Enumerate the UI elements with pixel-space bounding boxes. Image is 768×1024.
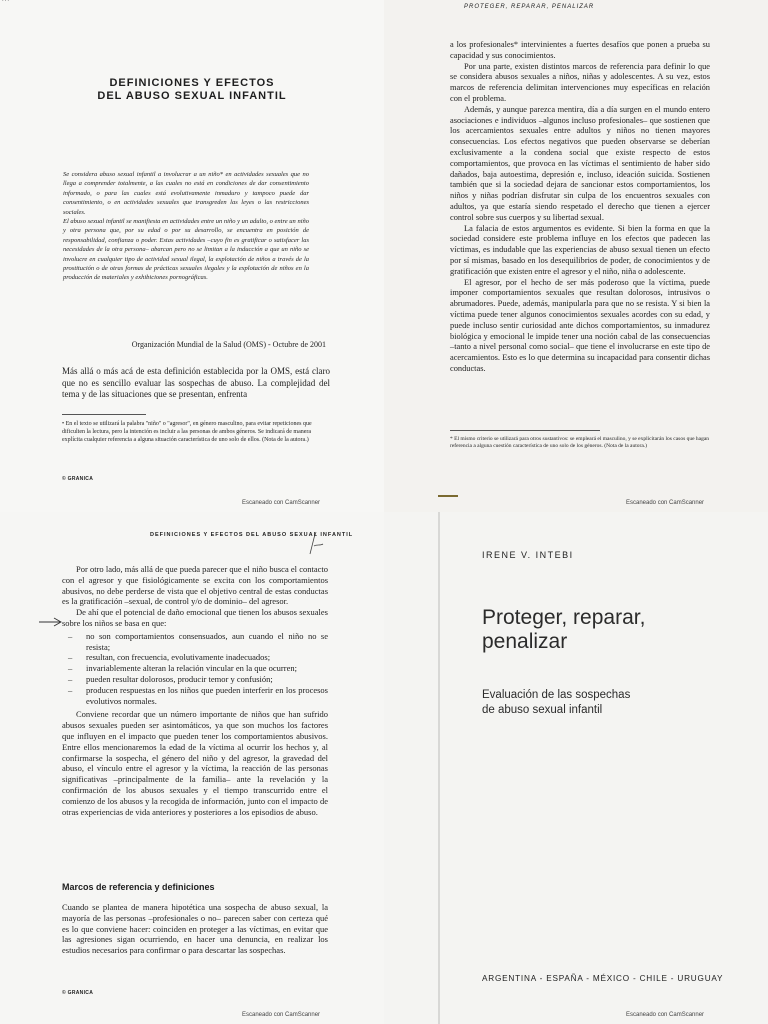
paragraph: Por una parte, existen distintos marcos de referencia para definir lo que se considera abusos sexuales a niños, niñas y adolescentes. A su vez, estos marcos de referencia delimitan intervenciones muy específicas en relación con el problema. (450, 61, 710, 103)
page-3 (0, 512, 384, 1024)
camscanner-watermark: Escaneado con CamScanner (626, 500, 705, 506)
paragraph: De ahí que el potencial de daño emocional que tienen los abusos sexuales sobre los niños se basa en que: (62, 607, 328, 628)
footnote-rule (450, 430, 600, 431)
list-item: – pueden resultar dolorosos, producir temor y confusión; (86, 674, 328, 685)
corner-mark: ... (2, 0, 11, 3)
granica-logo: © GRANICA (62, 476, 94, 482)
page-edge-line (438, 512, 440, 1024)
page-1-footnote: • En el texto se utilizará la palabra "niño" o "agresor", en género masculino, para evitar repeticiones que dificulten la lectura, pero la intención es incluir a las personas de ambos géneros. Se indicará de manera explícita cualquier referencia a alguna situación característica de uno solo de ellos. (Nota de la autora.) (62, 421, 312, 443)
epigraph-paragraph-2: El abuso sexual infantil se manifiesta en actividades entre un niño y un adulto, o entre un niño y otra persona que, por su edad o por su desarrollo, se encuentra en posición de responsabilidad, confianza o poder. Estas actividades –cuyo fin es gratificar o satisfacer las necesidades de la otra persona– abarcan pero no se limitan a la inducción a que un niño se involucre en cualquier tipo de actividad sexual ilegal, la explotación de niños a través de la prostitución o de otras formas de prácticas sexuales ilegales y la explotación de niños en la producción de materiales y exhibiciones pornográficas. (63, 218, 309, 282)
book-title: Proteger, reparar, penalizar (482, 606, 646, 653)
paragraph: Conviene recordar que un número importante de niños que han sufrido abusos sexuales pueden ser asintomáticos, ya que son muchos los factores que influyen en el impacto que pueden tener los comportamientos abusivos. Entre ellos mencionaremos la edad de la víctima al ocurrir los hechos y, al confirmarse la sospecha, el género del niño y del agresor, la gravedad del abuso, el vínculo entre el agresor y la víctima, la reacción de las personas significativas –principalmente de la familia– ante la revelación y la confirmación de los abusos sexuales y el tiempo transcurrido entre el comienzo de los abusos y la recogida de información, junto con el impacto de otras experiencias de vida anteriores y posteriores a los episodios de abuso. (62, 709, 328, 817)
granica-logo: © GRANICA (62, 990, 94, 996)
paragraph: Por otro lado, más allá de que pueda parecer que el niño busca el contacto con el agresor y que fisiológicamente se excita con los comportamientos abusivos, no debe perderse de vista que el objetivo central de estas conductas es la gratificación –sexual, de control y/o de dominio– del agresor. (62, 564, 328, 607)
epigraph-attribution: Organización Mundial de la Salud (OMS) - Octubre de 2001 (131, 340, 326, 349)
running-head: PROTEGER, REPARAR, PENALIZAR (464, 4, 595, 10)
chapter-title (40, 77, 344, 103)
epigraph (63, 170, 309, 283)
section-heading: Marcos de referencia y definiciones (62, 882, 215, 892)
paragraph: El agresor, por el hecho de ser más poderoso que la víctima, puede imponer comportamientos sexuales que resultan dolorosos, intrusivos o abrumadores. Puede, además, manipularla para que no se resista. Y si bien la víctima puede tener algunos conocimientos sexuales acordes con su edad, y puede incluso sentir curiosidad ante dichos comportamientos, su inmadurez biológica y emocional le impide tener una noción cabal de las consecuencias –tanto a nivel personal como social– que tiene el involucrarse en este tipo de acercamientos. Esto es lo que determina su incapacidad para consentir dichas conductas. (450, 277, 710, 373)
pencil-mark (306, 528, 326, 558)
chapter-title-line-1: DEFINICIONES Y EFECTOS (109, 77, 275, 89)
list-item: – resultan, con frecuencia, evolutivamente inadecuados; (86, 652, 328, 663)
page-2-footnote: * El mismo criterio se utilizará para otros sustantivos: se empleará el masculino, y se explicitarán los casos que hagan referencia a alguna cuestión característica de uno solo de los géneros. (Nota de la autora.) (450, 436, 710, 449)
book-subtitle-line-2: de abuso sexual infantil (482, 704, 603, 716)
camscanner-watermark: Escaneado con CamScanner (242, 500, 321, 506)
page-4 (384, 512, 768, 1024)
camscanner-watermark: Escaneado con CamScanner (242, 1012, 321, 1018)
footnote-rule (62, 414, 146, 415)
page-1 (0, 0, 384, 512)
page-2-body (450, 40, 710, 375)
page-3-closing-paragraph: Cuando se plantea de manera hipotética una sospecha de abuso sexual, la mayoría de las personas –profesionales o no– parecen saber con certeza qué es lo que conviene hacer: coinciden en proteger a las víctimas, en evitar que las agresiones sigan ocurriendo, en hacer una denuncia, en realizar los estudios necesarios para confirmar o para descartar las sospechas. (62, 902, 328, 956)
edge-mark (438, 495, 458, 497)
page-2 (384, 0, 768, 512)
paragraph: a los profesionales* intervinientes a fuertes desafíos que ponen a prueba su capacidad y sus conocimientos. (450, 40, 710, 60)
effects-list (62, 631, 328, 707)
arrow-mark-icon (38, 617, 64, 627)
running-head: DEFINICIONES Y EFECTOS DEL ABUSO SEXUAL INFANTIL (150, 532, 354, 538)
page-1-body: Más allá o más acá de esta definición establecida por la OMS, está claro que no es sencillo evaluar las sospechas de abuso. La complejidad del tema y de las situaciones que se presentan, enfrenta (62, 366, 330, 400)
chapter-title-line-2: DEL ABUSO SEXUAL INFANTIL (97, 90, 287, 102)
epigraph-paragraph-1: Se considera abuso sexual infantil a involucrar a un niño* en actividades sexuales que no llega a comprender totalmente, a las cuales no está en condiciones de dar consentimiento informado, o para las cuales está evolutivamente inmaduro y tampoco puede dar consentimiento, o en actividades sexuales que transgreden las leyes o las restricciones sociales. (63, 171, 309, 216)
paragraph: La falacia de estos argumentos es evidente. Si bien la forma en que la sociedad considere este problema influye en los efectos que padecen las víctimas, es indudable que las experiencias de abuso sexual tienen un efecto por sí mismas, basado en los desequilibrios de poder, de conocimientos y de gratificación que existen entre el agresor y el niño, niña o adolescente. (450, 223, 710, 276)
publisher-countries: ARGENTINA - ESPAÑA - MÉXICO - CHILE - URUGUAY (482, 974, 724, 983)
camscanner-watermark: Escaneado con CamScanner (626, 1012, 705, 1018)
book-subtitle (482, 688, 630, 718)
book-author: IRENE V. INTEBI (482, 550, 574, 560)
book-subtitle-line-1: Evaluación de las sospechas (482, 689, 631, 701)
list-item: – no son comportamientos consensuados, aun cuando el niño no se resista; (86, 631, 328, 653)
list-item: – invariablemente alteran la relación vincular en la que ocurren; (86, 663, 328, 674)
paragraph: Además, y aunque parezca mentira, día a día surgen en el mundo entero asociaciones e individuos –algunos incluso profesionales– que sostienen que los acercamientos sexuales entre adultos y niños no tienen mayores consecuencias. Los efectos negativos que pueden observarse se deberían exclusivamente a la condena social que existe respecto de estos comportamientos, que provoca en las víctimas el sentimiento de haber sido dañados, baja autoestima, depresión e, incluso, ideación suicida. Sostienen también que si la sociedad dejara de sancionar estos comportamientos, los niños y niñas podrían disfrutar sin culpa de los encuentros sexuales con adultos, ya que estaría siendo respetado el derecho que tienen a ejercer control sobre sus cuerpos y su libertad sexual. (450, 104, 710, 222)
page-3-body (62, 564, 328, 817)
list-item: – producen respuestas en los niños que pueden interferir en los procesos evolutivos normales. (86, 685, 328, 707)
